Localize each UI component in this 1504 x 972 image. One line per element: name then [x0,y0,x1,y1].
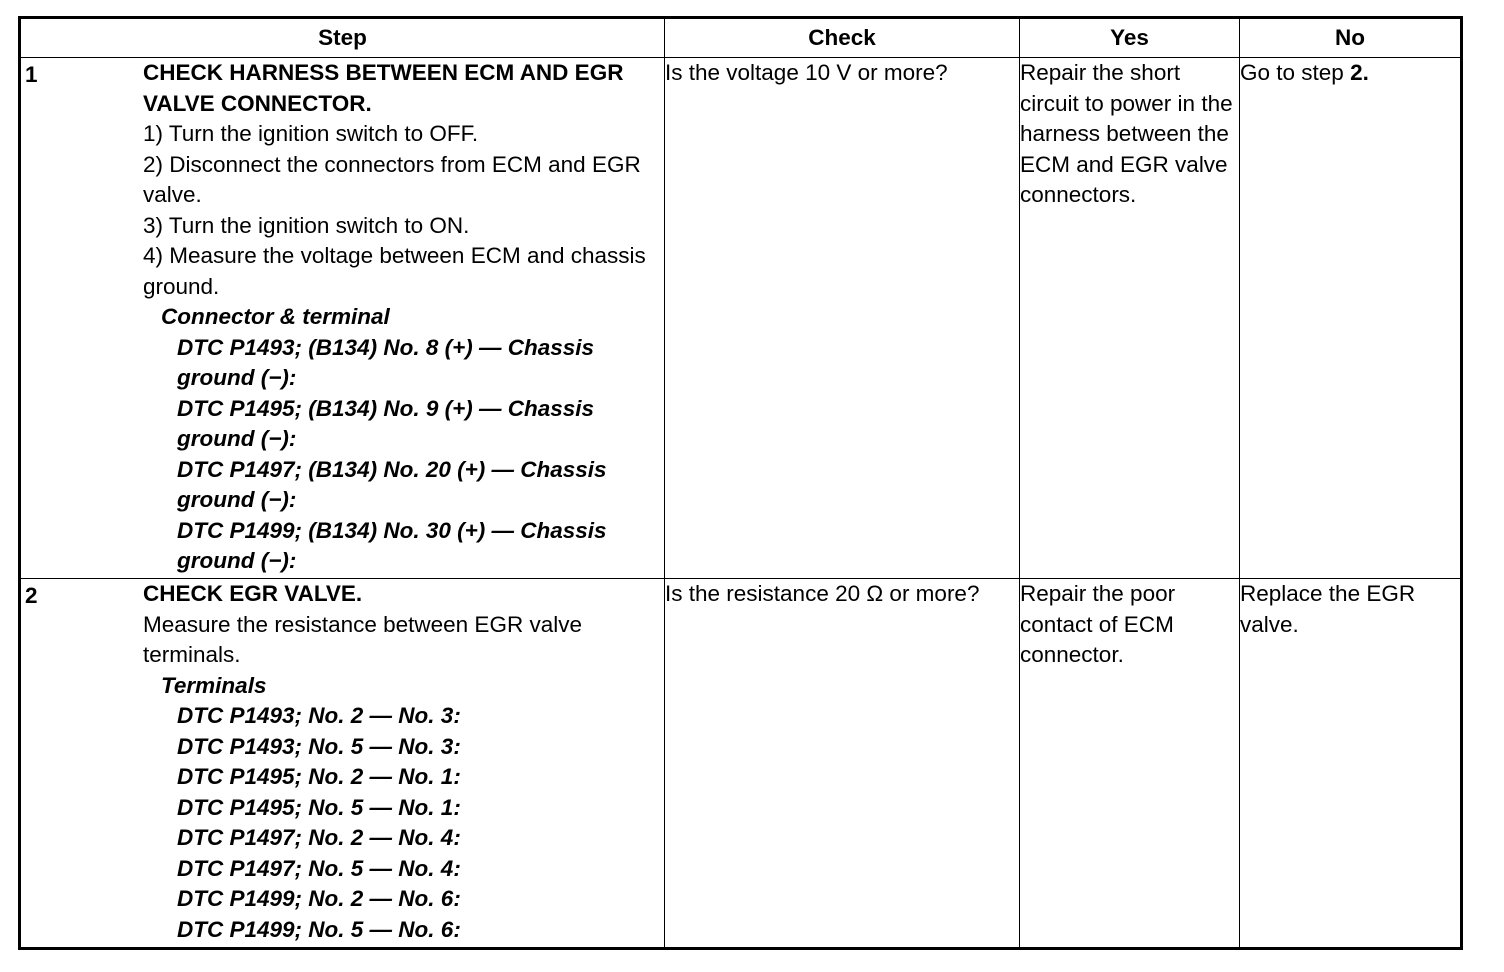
header-step: Step [20,18,665,58]
terminal-spec: DTC P1493; (B134) No. 8 (+) — Chassis ground (−): [177,334,595,390]
instruction: 4) Measure the voltage between ECM and chassis ground. [143,243,646,299]
header-check: Check [665,18,1020,58]
check-cell: Is the resistance 20 Ω or more? [665,579,1020,949]
step-title: CHECK EGR VALVE. [143,581,363,606]
terminal-spec: DTC P1499; No. 5 — No. 6: [177,916,461,942]
step-title: CHECK HARNESS BETWEEN ECM AND EGR VALVE CONNECTOR. [143,60,624,116]
sub-heading: Terminals [161,672,267,698]
table-row [20,579,1462,949]
step-body [143,58,664,577]
instruction: 1) Turn the ignition switch to OFF. [143,121,479,146]
terminal-spec: DTC P1493; No. 5 — No. 3: [177,733,461,759]
step-body [143,579,664,945]
terminal-spec: DTC P1497; (B134) No. 20 (+) — Chassis ground (−): [177,456,607,512]
table-row [20,58,1462,579]
terminal-spec: DTC P1493; No. 2 — No. 3: [177,703,461,728]
header-row [20,18,1462,58]
instruction: 3) Turn the ignition switch to ON. [143,212,470,238]
step-reference: 2. [1350,60,1369,85]
step-number: 2 [25,583,38,608]
instruction: Measure the resistance between EGR valve terminals. [143,611,582,667]
check-cell: Is the voltage 10 V or more? [665,58,1020,579]
sub-heading: Connector & terminal [161,304,390,329]
terminal-spec: DTC P1497; No. 2 — No. 4: [177,825,461,850]
no-text: Go to step [1240,60,1351,85]
step-number: 1 [25,62,38,87]
step-cell [20,579,665,949]
terminal-spec: DTC P1495; No. 5 — No. 1: [177,794,461,820]
no-cell: Replace the EGR valve. [1240,579,1462,949]
yes-cell: Repair the short circuit to power in the harness between the ECM and EGR valve connectors. [1020,58,1240,579]
no-cell [1240,58,1462,579]
header-yes: Yes [1020,18,1240,58]
step-cell [20,58,665,579]
header-no: No [1240,18,1462,58]
yes-cell: Repair the poor contact of ECM connector. [1020,579,1240,949]
terminal-spec: DTC P1499; (B134) No. 30 (+) — Chassis ground (−): [177,517,607,573]
terminal-spec: DTC P1497; No. 5 — No. 4: [177,855,461,881]
terminal-spec: DTC P1499; No. 2 — No. 6: [177,886,461,911]
instruction: 2) Disconnect the connectors from ECM and EGR valve. [143,151,641,207]
diagnostic-table [18,16,1463,950]
terminal-spec: DTC P1495; (B134) No. 9 (+) — Chassis ground (−): [177,395,595,451]
terminal-spec: DTC P1495; No. 2 — No. 1: [177,764,461,789]
